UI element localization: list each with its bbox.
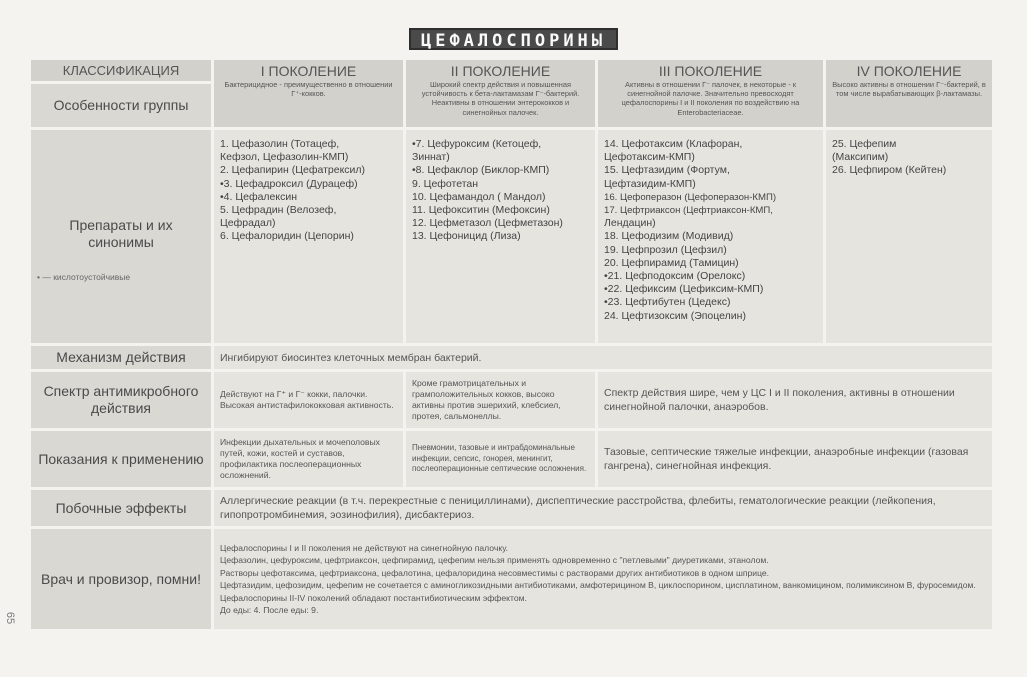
drugs-gen1 [214, 130, 403, 343]
page-number: 65 [4, 611, 17, 625]
side-effects-row [31, 490, 992, 526]
drug-line: Цефотаксим-КМП) [604, 151, 695, 164]
gen3-title: III ПОКОЛЕНИЕ [658, 63, 763, 79]
drug-line: •23. Цефтибутен (Цедекс) [604, 296, 731, 309]
gen1-features: Бактерицидное - преимущественно в отношении Г⁺-кокков. [224, 80, 393, 99]
drug-line: 6. Цефалоридин (Цепорин) [220, 230, 354, 243]
remember-line: Растворы цефотаксима, цефтриаксона, цефалотина, цефалоридина несовместимы с растворами других антибиотиков в одном шприце. [220, 567, 770, 578]
drug-line: (Максипим) [832, 151, 889, 164]
drug-line: Цефтазидим-КМП) [604, 177, 696, 190]
header-gen4 [826, 60, 992, 127]
drug-line: Зиннат) [412, 151, 450, 164]
drug-line: 12. Цефметазол (Цефметазон) [412, 217, 563, 230]
header-gen1 [214, 60, 403, 127]
title-bar [0, 28, 1027, 50]
header-gen3 [598, 60, 823, 127]
drugs-label-cell [31, 130, 211, 343]
drugs-gen2 [406, 130, 595, 343]
drugs-gen4 [826, 130, 992, 343]
drugs-gen4-list [832, 138, 986, 178]
drug-line: 1. Цефазолин (Тотацеф, [220, 138, 340, 150]
drugs-gen3-list [604, 138, 817, 323]
drug-line: 20. Цефпирамид (Тамицин) [604, 256, 739, 269]
remember-line: Цефалоспорины I и II поколения не действуют на синегнойную палочку. [220, 542, 509, 553]
drug-line: •21. Цефподоксим (Орелокс) [604, 270, 746, 283]
drug-line: 25. Цефепим [832, 138, 897, 150]
drug-line: 16. Цефоперазон (Цефоперазон-КМП) [604, 191, 777, 203]
side-effects-text: Аллергические реакции (в т.ч. перекрестные с пенициллинами), диспептические расстройства, флебиты, гематологические реакции (лейкопения, гипопротромбинемия, эозинофилия), дисбактериоз. [214, 490, 992, 526]
page-title: ЦЕФАЛОСПОРИНЫ [409, 28, 618, 50]
drug-line: 10. Цефамандол ( Мандол) [412, 190, 546, 203]
indications-label: Показания к применению [31, 431, 211, 487]
mechanism-label: Механизм действия [31, 346, 211, 369]
remember-line: Цефазолин, цефуроксим, цефтриаксон, цефпирамид, цефепим нельзя применять одновременно с "петлевыми" диуретиками, этанолом. [220, 555, 769, 565]
drugs-gen3 [598, 130, 823, 343]
gen2-title: II ПОКОЛЕНИЕ [450, 63, 551, 79]
gen1-title: I ПОКОЛЕНИЕ [260, 63, 357, 79]
drugs-row [31, 130, 992, 343]
drug-line: 19. Цефпрозил (Цефзил) [604, 243, 727, 256]
indications-row [31, 431, 992, 487]
spectrum-label: Спектр антимикробного действия [31, 372, 211, 428]
drug-line: 11. Цефокситин (Мефоксин) [412, 204, 550, 217]
header-classification: КЛАССИФИКАЦИЯ [31, 60, 211, 81]
drug-line: Цефрадал) [220, 217, 276, 230]
drug-line: 9. Цефотетан [412, 177, 479, 190]
drug-line: 18. Цефодизим (Модивид) [604, 230, 734, 243]
spectrum-gen2: Кроме грамотрицательных и грамположительных кокков, высоко активны против эшерихий, клебсиел, протея, сальмонеллы. [406, 372, 595, 428]
drug-line: Кефзол, Цефазолин-КМП) [220, 151, 349, 164]
drug-line: •7. Цефуроксим (Кетоцеф, [412, 138, 542, 150]
drug-line: Лендацин) [604, 217, 656, 230]
drug-line: 24. Цефтизоксим (Эпоцелин) [604, 309, 746, 322]
indications-gen1: Инфекции дыхательных и мочеполовых путей, кожи, костей и суставов, профилактика послеоперационных осложнений. [214, 431, 403, 487]
drug-line: 15. Цефтазидим (Фортум, [604, 164, 730, 177]
drug-line: •4. Цефалексин [220, 190, 298, 203]
gen2-features: Широкий спектр действия и повышенная устойчивость к бета-лактамазам Г⁻-бактерий. Неактивны в отношении энтерококков и синегнойных палочек. [421, 80, 580, 117]
gen4-title: IV ПОКОЛЕНИЕ [856, 63, 962, 79]
drug-line: 14. Цефотаксим (Клафоран, [604, 138, 743, 150]
remember-line: Цефалоспорины II-IV поколений обладают постантибиотическим эффектом. [220, 592, 527, 603]
drug-line: 13. Цефоницид (Лиза) [412, 230, 521, 243]
drugs-label: Препараты и их синонимы [69, 217, 173, 250]
spectrum-gen1: Действуют на Г⁺ и Г⁻ кокки, палочки. Высокая антистафилококковая активность. [214, 372, 403, 428]
drug-line: •8. Цефаклор (Биклор-КМП) [412, 164, 550, 177]
spectrum-gen34: Спектр действия шире, чем у ЦС I и II поколения, активны в отношении синегнойной палочки, анаэробов. [598, 372, 992, 428]
drug-line: 26. Цефпиром (Кейтен) [832, 164, 947, 177]
remember-line: До еды: 4. После еды: 9. [220, 605, 319, 615]
indications-gen34: Тазовые, септические тяжелые инфекции, анаэробные инфекции (газовая гангрена), синегнойная инфекция. [598, 431, 992, 487]
header-gen2 [406, 60, 595, 127]
gen4-features: Высоко активны в отношении Г⁻-бактерий, в том числе вырабатывающих β-лактамазы. [832, 80, 986, 99]
drugs-legend: • — кислотоустойчивые [37, 272, 131, 282]
header-row [31, 60, 992, 81]
mechanism-text: Ингибируют биосинтез клеточных мембран бактерий. [214, 346, 992, 369]
drug-line: •3. Цефадроксил (Дурацеф) [220, 177, 358, 190]
features-label: Особенности группы [31, 84, 211, 127]
drugs-gen2-list [412, 138, 589, 244]
drug-line: 5. Цефрадин (Велозеф, [220, 204, 337, 217]
drug-line: 2. Цефапирин (Цефатрексил) [220, 164, 366, 177]
drug-line: 17. Цефтриаксон (Цефтриаксон-КМП, [604, 205, 773, 217]
side-effects-label: Побочные эффекты [31, 490, 211, 526]
gen3-features: Активны в отношении Г⁻ палочек, в некоторые - к синегнойной палочке. Значительно превосходят цефалоспорины I и II поколения по воздействию на Enterobacteriaceae. [621, 80, 800, 117]
remember-row [31, 529, 992, 629]
mechanism-row [31, 346, 992, 369]
indications-gen2: Пневмонии, тазовые и интрабдоминальные инфекции, сепсис, гонорея, менингит, послеоперационные септические осложнения. [406, 431, 595, 487]
remember-line: Цефтазидим, цефозидим, цефепим не сочетается с аминогликозидными антибиотиками, амфотерицином В, циклоспорином, цисплатином, ванкомицином, полимиксином В, фуросемидом. [220, 580, 976, 590]
remember-notes [214, 529, 992, 629]
drugs-gen1-list [220, 138, 397, 244]
spectrum-row [31, 372, 992, 428]
cephalosporins-table [28, 57, 995, 632]
remember-label: Врач и провизор, помни! [31, 529, 211, 629]
drug-line: •22. Цефиксим (Цефиксим-КМП) [604, 283, 764, 296]
